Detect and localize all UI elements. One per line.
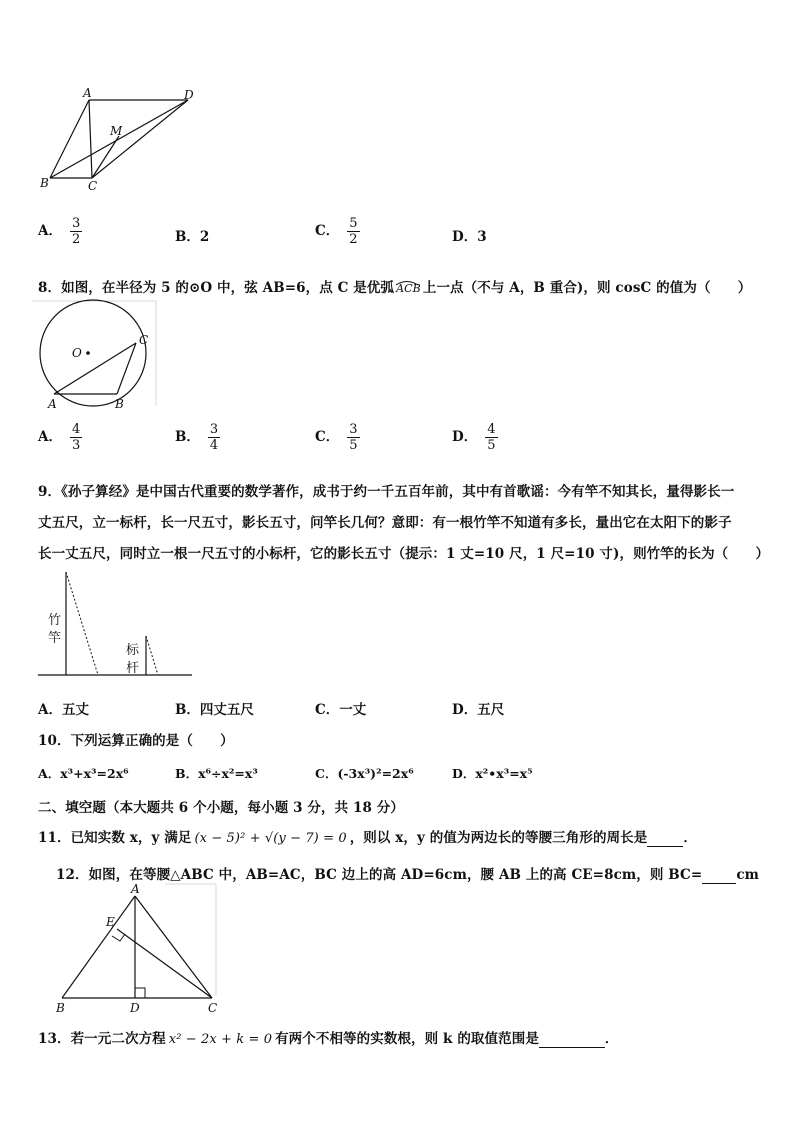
q7-option-a-fraction xyxy=(70,216,82,247)
q12-question xyxy=(56,863,759,884)
q10-option-a-text: x³+x³=2x⁶ xyxy=(60,766,129,781)
q7-option-b-letter: B． xyxy=(175,229,200,245)
section-heading-fill-in: 二、填空题（本大题共 6 个小题，每小题 3 分，共 18 分） xyxy=(38,800,404,816)
fig9-pole-label-1: 竹 xyxy=(48,613,62,628)
q7-option-c-den: 2 xyxy=(349,232,358,247)
figure-q9-pole-shadow xyxy=(36,568,196,680)
q9-option-b-text: 四丈五尺 xyxy=(199,702,254,718)
figure-q12-isosceles-triangle xyxy=(50,882,230,1018)
fig9-rod-label-1: 标 xyxy=(126,643,140,658)
figure-q8-circle xyxy=(30,298,160,412)
q13-question xyxy=(38,1027,619,1048)
q7-option-d-letter: D． xyxy=(452,229,478,245)
q7-option-b-text: 2 xyxy=(199,229,210,245)
q9-option-b-letter: B． xyxy=(175,702,200,718)
q7-option-a-den: 2 xyxy=(71,232,81,247)
q10-option-d xyxy=(452,764,533,782)
fig8-label-o: O xyxy=(72,346,82,360)
q7-option-c-num: 5 xyxy=(349,216,358,231)
q10-option-c xyxy=(315,764,414,782)
q10-option-d-text: x²•x³=x⁵ xyxy=(475,766,533,781)
q9-option-a-letter: A． xyxy=(38,702,62,718)
q8-text-before: 8．如图，在半径为 5 的⊙O 中，弦 AB=6，点 C 是优弧 xyxy=(38,280,395,296)
q13-text-before: 13．若一元二次方程 xyxy=(38,1031,166,1047)
fig7-label-m: M xyxy=(110,124,123,138)
fig9-pole-label-2: 竿 xyxy=(48,631,62,646)
q8-option-d-den: 5 xyxy=(487,438,496,453)
q11-end: ． xyxy=(683,830,697,846)
q7-option-d xyxy=(452,225,487,245)
q12-answer-blank[interactable] xyxy=(702,867,736,884)
q8-option-c-letter: C． xyxy=(315,429,340,445)
q13-end: ． xyxy=(604,1031,619,1047)
q8-arc-text: ACB xyxy=(396,282,421,295)
fig12-label-e: E xyxy=(106,915,115,929)
fig12-label-d: D xyxy=(130,1001,140,1015)
fig8-label-b: B xyxy=(115,397,124,411)
fig12-label-b: B xyxy=(56,1001,65,1015)
fig8-label-a: A xyxy=(48,397,57,411)
q8-option-b-letter: B． xyxy=(175,429,200,445)
q7-option-b xyxy=(175,225,209,245)
q9-option-d-text: 五尺 xyxy=(477,702,505,718)
q9-option-c-text: 一丈 xyxy=(339,702,367,718)
q7-option-a xyxy=(38,216,82,247)
q8-option-b xyxy=(175,422,220,453)
q8-option-d-letter: D． xyxy=(452,429,478,445)
q11-text-after: ，则以 x，y 的值为两边长的等腰三角形的周长是 xyxy=(349,830,648,846)
q8-text-after: 上一点（不与 A，B 重合)，则 cosC 的值为（ ） xyxy=(422,280,752,296)
fig7-label-c: C xyxy=(88,179,98,193)
fig7-label-b: B xyxy=(40,176,49,190)
q12-text-after: cm xyxy=(736,867,760,883)
q7-option-c-letter: C． xyxy=(315,223,340,239)
q8-option-c-fraction xyxy=(347,422,359,453)
q9-option-a xyxy=(38,698,89,718)
q10-option-c-text: (-3x³)²=2x⁶ xyxy=(337,766,414,781)
q11-question xyxy=(38,826,697,847)
q7-option-d-text: 3 xyxy=(477,229,487,245)
q13-answer-blank[interactable] xyxy=(539,1031,605,1048)
q8-option-a-den: 3 xyxy=(71,438,81,453)
q10-option-b-text: x⁶÷x²=x³ xyxy=(198,766,258,781)
q8-arc-label xyxy=(394,282,423,295)
q8-question xyxy=(38,276,751,296)
fig8-label-c: C xyxy=(139,333,149,347)
q8-option-d-num: 4 xyxy=(487,422,496,437)
q11-text-before: 11．已知实数 x，y 满足 xyxy=(38,830,192,846)
q11-answer-blank[interactable] xyxy=(647,830,683,847)
fig12-label-c: C xyxy=(208,1001,218,1015)
q8-option-b-fraction xyxy=(208,422,220,453)
q8-option-a-fraction xyxy=(70,422,82,453)
fig7-label-d: D xyxy=(184,88,194,102)
q9-line-1: 9．《孙子算经》是中国古代重要的数学著作，成书于约一千五百年前，其中有首歌谣：今有竿不知其长，量得影长一 xyxy=(38,484,735,500)
q10-option-b-letter: B． xyxy=(175,766,199,781)
q10-option-c-letter: C． xyxy=(315,766,338,781)
q7-option-c-fraction xyxy=(347,216,359,247)
q8-option-d-fraction xyxy=(485,422,497,453)
figure-q7-parallelogram xyxy=(30,82,210,194)
q10-option-a-letter: A． xyxy=(38,766,61,781)
q8-option-c-num: 3 xyxy=(349,422,358,437)
q8-option-a-letter: A． xyxy=(38,429,62,445)
q9-line-2: 丈五尺，立一标杆，长一尺五寸，影长五寸，问竿长几何？意即：有一根竹竿不知道有多长，量出它在太阳下的影子 xyxy=(38,515,732,531)
q9-option-d-letter: D． xyxy=(452,702,478,718)
q9-option-b xyxy=(175,698,254,718)
q7-option-c xyxy=(315,216,360,247)
q9-option-c-letter: C． xyxy=(315,702,340,718)
q13-formula: x² − 2x + k = 0 xyxy=(168,1032,273,1047)
q12-text-before: 12．如图，在等腰△ABC 中，AB=AC，BC 边上的高 AD=6cm，腰 AB 上的高 CE=8cm，则 BC= xyxy=(56,867,703,883)
arc-symbol-icon xyxy=(394,280,420,286)
q10-option-d-letter: D． xyxy=(452,766,476,781)
q9-option-c xyxy=(315,698,366,718)
q7-option-a-letter: A． xyxy=(38,223,62,239)
q8-option-b-num: 3 xyxy=(209,422,219,437)
q10-option-b xyxy=(175,764,258,782)
q8-option-c-den: 5 xyxy=(349,438,358,453)
q11-formula: (x − 5)² + √(y − 7) = 0 xyxy=(194,831,347,846)
q8-option-b-den: 4 xyxy=(209,438,219,453)
q10-option-a xyxy=(38,764,129,782)
q8-option-c xyxy=(315,422,360,453)
q8-option-d xyxy=(452,422,498,453)
q8-option-a-num: 4 xyxy=(71,422,81,437)
q9-line-3: 长一丈五尺，同时立一根一尺五寸的小标杆，它的影长五寸（提示：1 丈=10 尺，1 尺=10 寸)，则竹竿的长为（ ） xyxy=(38,546,770,562)
q7-option-a-num: 3 xyxy=(71,216,81,231)
fig12-label-a: A xyxy=(131,882,140,896)
fig7-label-a: A xyxy=(83,86,92,100)
q9-option-a-text: 五丈 xyxy=(61,702,89,718)
q13-text-after: 有两个不相等的实数根，则 k 的取值范围是 xyxy=(275,1031,539,1047)
q10-question: 10．下列运算正确的是（ ） xyxy=(38,733,234,749)
fig9-rod-label-2: 杆 xyxy=(126,661,140,676)
q9-option-d xyxy=(452,698,504,718)
q8-option-a xyxy=(38,422,82,453)
